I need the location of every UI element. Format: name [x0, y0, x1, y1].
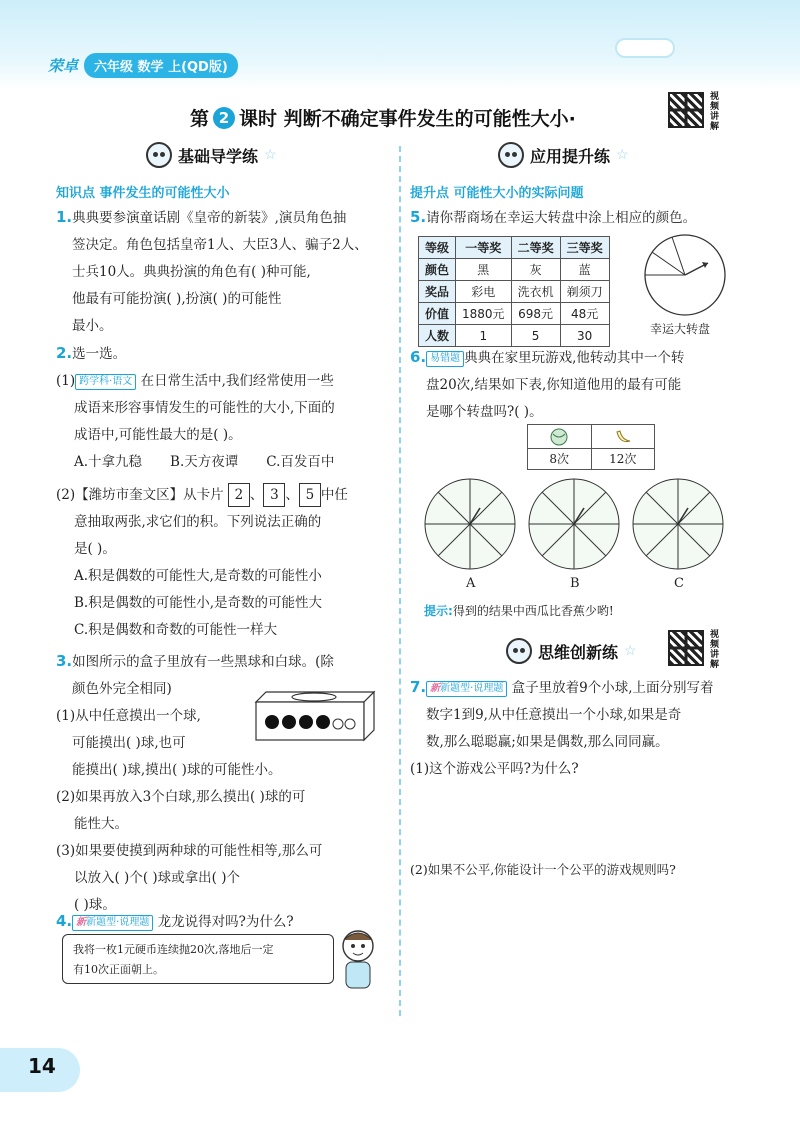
question-5: 5.请你帮商场在幸运大转盘中涂上相应的颜色。	[410, 208, 697, 226]
lucky-wheel	[642, 232, 728, 318]
black-ball	[265, 715, 279, 729]
section-innovation: 思维创新练 ☆	[506, 638, 637, 664]
spinner-label-a: A	[466, 576, 476, 591]
boy-figure	[334, 926, 384, 990]
banana-icon	[614, 425, 632, 448]
lesson-title	[190, 104, 576, 131]
mascot-icon	[498, 142, 524, 168]
section-application: 应用提升练 ☆	[498, 142, 629, 168]
question-4: 4. 新新题型·说理题 龙龙说得对吗?为什么?	[56, 912, 294, 930]
card-5: 5	[299, 483, 321, 507]
card-3: 3	[263, 483, 285, 507]
question-1: 1.典典要参演童话剧《皇帝的新装》,演员角色抽 签决定。角色包括皇帝1人、大臣3人、骗子2人、 士兵10人。典典扮演的角色有( )种可能, 他最有可能扮演( ),扮演( )的可能性 最小。	[56, 208, 368, 334]
q2-1-options: A.十拿九稳 B.天方夜谭 C.百发百中	[74, 454, 335, 470]
book-subtitle: 六年级 数学 上(QD版)	[84, 53, 238, 78]
title-text: 课时 判断不确定事件发生的可能性大小·	[239, 108, 576, 130]
star-icon: ☆	[264, 147, 277, 163]
spinners	[422, 476, 726, 576]
question-7-2: (2)如果不公平,你能设计一个公平的游戏规则吗?	[410, 862, 676, 877]
cloud-decoration	[615, 38, 675, 58]
new-type-tag: 新新题型·说理题	[72, 915, 153, 931]
black-ball	[316, 715, 330, 729]
error-prone-tag: 易错题	[426, 351, 464, 367]
mascot-icon	[506, 638, 532, 664]
qr-code-icon[interactable]	[668, 630, 704, 666]
table-row: 等级 一等奖 二等奖 三等奖	[419, 237, 610, 259]
knowledge-point: 知识点 事件发生的可能性大小	[56, 186, 230, 201]
result-table: 8次 12次	[527, 424, 655, 470]
prize-table	[418, 236, 610, 347]
question-2: 2.选一选。 (1) 跨学科·语文 在日常生活中,我们经常使用一些 成语来形容事情发生的可能性的大小,下面的 成语中,可能性最大的是( )。 A.十拿九稳 B.天方夜谭 C.百发百中 (2)【潍坊市奎文区】从卡片 2 、 3 、 5 中任 意抽取两张,求它们的积。下列说法正确的 是( )。 A.积是偶数的可能性大,是奇数的可能性小 B.积是偶数的可能性小,是奇数的可能性大 C.积是偶数和奇数的可能性一样大	[56, 344, 348, 638]
improvement-point: 提升点 可能性大小的实际问题	[410, 186, 584, 201]
page-number: 14	[28, 1054, 56, 1078]
title-prefix: 第	[190, 108, 210, 130]
star-icon: ☆	[624, 643, 637, 659]
header-tab	[38, 52, 252, 78]
section-basic: 基础导学练 ☆	[146, 142, 277, 168]
cross-subject-tag: 跨学科·语文	[75, 374, 136, 390]
mascot-icon	[146, 142, 172, 168]
table-row: 人数 1 5 30	[419, 325, 610, 347]
spinner-a	[425, 479, 515, 569]
qr-label: 视频讲解	[710, 630, 720, 670]
white-ball	[345, 719, 355, 729]
table-row: 颜色 黑 灰 蓝	[419, 259, 610, 281]
hint: 提示:得到的结果中西瓜比香蕉少哟!	[424, 604, 614, 618]
ball-box-figure	[244, 688, 376, 742]
new-type-tag: 新新题型·说理题	[426, 681, 507, 697]
question-7: 7. 新新题型·说理题 盒子里放着9个小球,上面分别写着 数字1到9,从中任意摸出一个小球,如果是奇 数,那么聪聪赢;如果是偶数,那么同同赢。 (1)这个游戏公平吗?为什么?	[410, 678, 714, 777]
white-ball	[333, 719, 343, 729]
star-icon: ☆	[616, 147, 629, 163]
black-ball	[299, 715, 313, 729]
hint-label: 提示:	[424, 604, 453, 618]
brand-logo: 荣卓	[48, 56, 79, 75]
question-3: 3.如图所示的盒子里放有一些黑球和白球。(除 颜色外完全相同) (1)从中任意摸出一个球, 可能摸出( )球,也可 能摸出( )球,摸出( )球的可能性小。 (2)如果再放入3个白球,那么摸出( )球的可 能性大。 (3)如果要使摸到两种球的可能性相等,那么可 以放入( )个( )球或拿出( )个 ( )球。	[56, 652, 334, 913]
speech-bubble: 我将一枚1元硬币连续抛20次,落地后一定 有10次正面朝上。	[62, 934, 334, 984]
wheel-caption: 幸运大转盘	[650, 322, 711, 336]
spinner-label-c: C	[674, 576, 684, 591]
black-ball	[282, 715, 296, 729]
lesson-number: 2	[213, 107, 235, 129]
watermelon-icon	[550, 425, 568, 448]
qr-label: 视频讲解	[710, 92, 720, 132]
question-6: 6. 易错题 典典在家里玩游戏,他转动其中一个转 盘20次,结果如下表,你知道他用的最有可能 是哪个转盘吗?( )。	[410, 348, 685, 420]
spinner-b	[529, 479, 619, 569]
spinner-label-b: B	[570, 576, 580, 591]
table-row: 奖品 彩电 洗衣机 剃须刀	[419, 281, 610, 303]
table-row: 价值 1880元 698元 48元	[419, 303, 610, 325]
column-divider	[399, 146, 401, 1016]
spinner-c	[633, 479, 723, 569]
qr-code-icon[interactable]	[668, 92, 704, 128]
card-2: 2	[228, 483, 250, 507]
